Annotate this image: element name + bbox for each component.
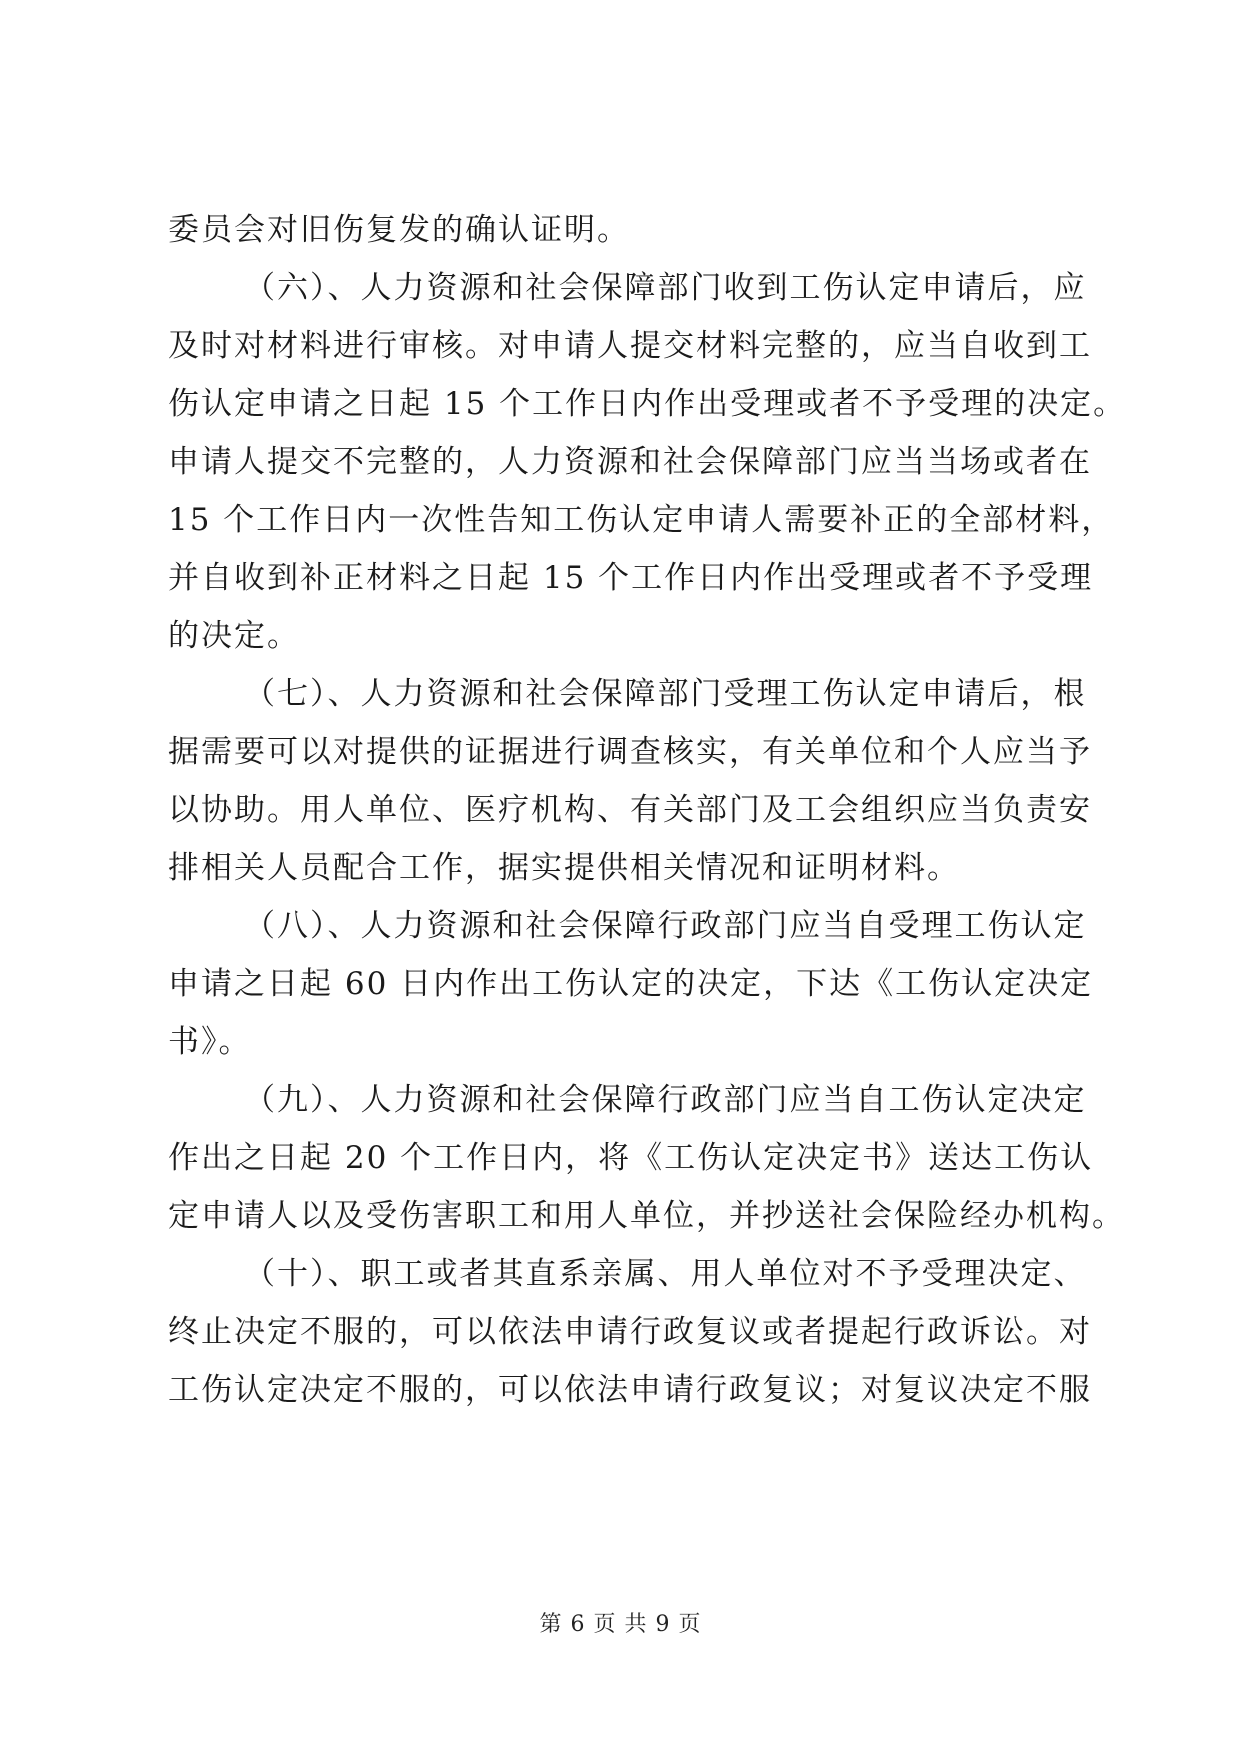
text-line: 申请人提交不完整的，人力资源和社会保障部门应当当场或者在 (168, 444, 1092, 480)
text-line: 定申请人以及受伤害职工和用人单位，并抄送社会保险经办机构。 (168, 1198, 1125, 1234)
text-line: 排相关人员配合工作，据实提供相关情况和证明材料。 (168, 850, 960, 886)
paragraph-9-start: （九）、人力资源和社会保障行政部门应当自工伤认定决定 (244, 1082, 1087, 1118)
paragraph-10-start: （十）、职工或者其直系亲属、用人单位对不予受理决定、 (244, 1256, 1087, 1292)
text-line: 及时对材料进行审核。对申请人提交材料完整的，应当自收到工 (168, 328, 1092, 364)
text-line: 伤认定申请之日起 15 个工作日内作出受理或者不予受理的决定。 (168, 386, 1127, 422)
paragraph-8-start: （八）、人力资源和社会保障行政部门应当自受理工伤认定 (244, 908, 1087, 944)
text-line: 并自收到补正材料之日起 15 个工作日内作出受理或者不予受理 (168, 560, 1094, 596)
page-footer: 第 6 页 共 9 页 (539, 1612, 702, 1637)
text-line: 据需要可以对提供的证据进行调查核实，有关单位和个人应当予 (168, 734, 1092, 770)
text-line: 15 个工作日内一次性告知工伤认定申请人需要补正的全部材料， (168, 502, 1115, 538)
paragraph-6-start: （六）、人力资源和社会保障部门收到工伤认定申请后，应 (244, 270, 1087, 306)
text-line: 委员会对旧伤复发的确认证明。 (168, 212, 630, 248)
text-line: 书》。 (168, 1024, 252, 1060)
paragraph-7-start: （七）、人力资源和社会保障部门受理工伤认定申请后，根 (244, 676, 1087, 712)
text-line: 的决定。 (168, 618, 300, 654)
text-line: 申请之日起 60 日内作出工伤认定的决定，下达《工伤认定决定 (168, 966, 1094, 1002)
text-line: 作出之日起 20 个工作日内，将《工伤认定决定书》送达工伤认 (168, 1140, 1094, 1176)
text-line: 终止决定不服的，可以依法申请行政复议或者提起行政诉讼。对 (168, 1314, 1092, 1350)
text-line: 工伤认定决定不服的，可以依法申请行政复议；对复议决定不服 (168, 1372, 1092, 1408)
text-line: 以协助。用人单位、医疗机构、有关部门及工会组织应当负责安 (168, 792, 1092, 828)
